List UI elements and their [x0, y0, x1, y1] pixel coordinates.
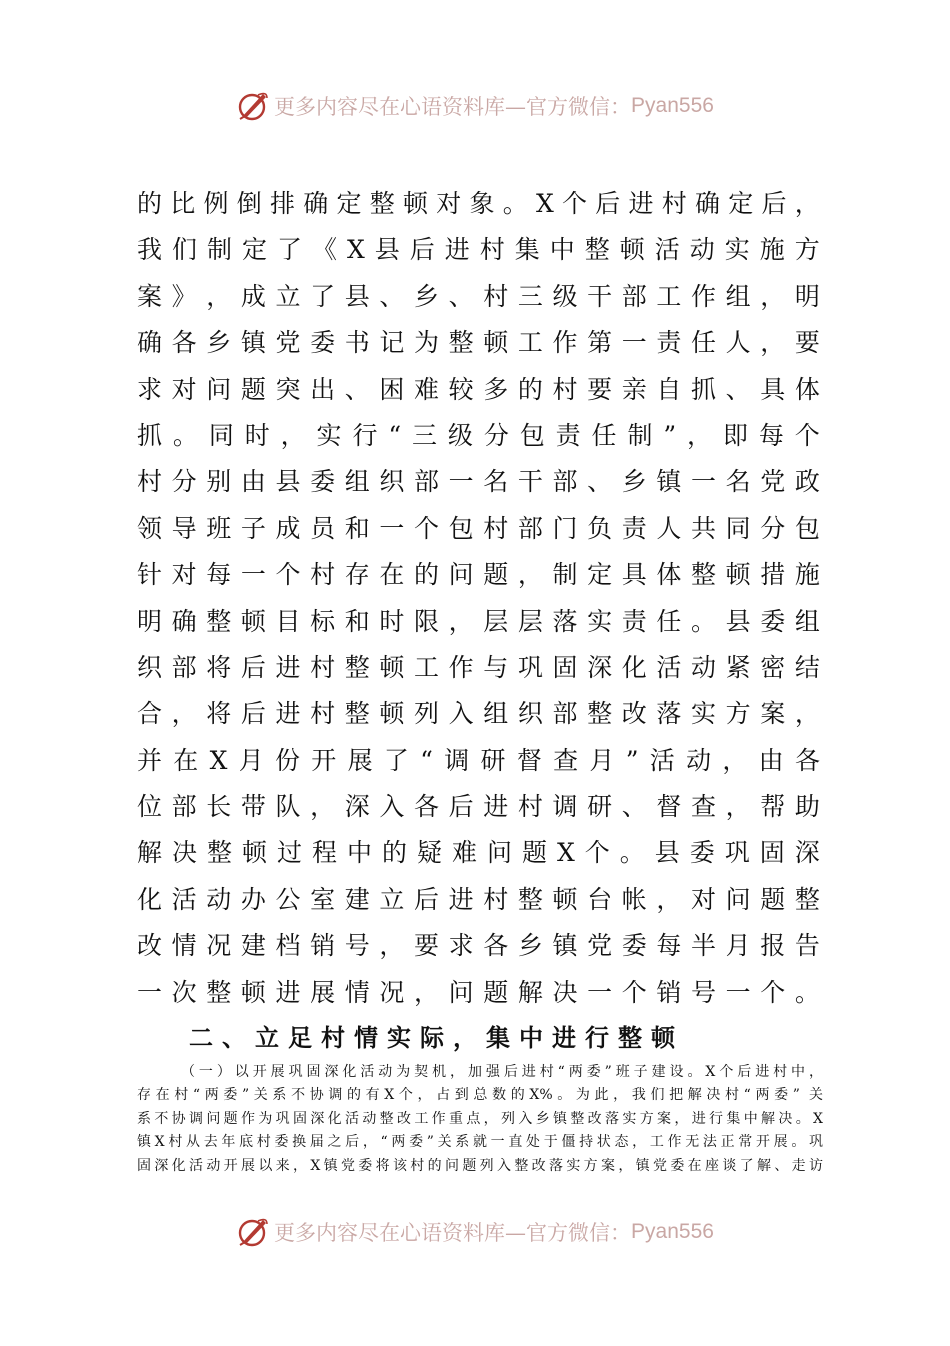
body-paragraph-small — [137, 1061, 823, 1178]
body-line: 织 部 将 后 进 村 整 顿 工 作 与 巩 固 深 化 活 动 紧 密 结 — [137, 652, 820, 682]
body-line: 我 们 制 定 了 《 X 县 后 进 村 集 中 整 顿 活 动 实 施 方 — [137, 235, 820, 265]
quill-pen-logo-icon — [236, 1215, 270, 1249]
body-line: 抓 。 同 时 ， 实 行 “ 三 级 分 包 责 任 制 ” ， 即 每 个 — [137, 420, 820, 450]
paragraph-line: 系不协调问题作为巩固深化活动整改工作重点，列入乡镇整改落实方案，进行集中解决。X — [137, 1110, 823, 1127]
body-line: 化 活 动 办 公 室 建 立 后 进 村 整 顿 台 帐 ， 对 问 题 整 — [137, 884, 820, 914]
paragraph-line: 固深化活动开展以来，X镇党委将该村的问题列入整改落实方案，镇党委在座谈了解、走访 — [137, 1157, 823, 1174]
body-line: 解 决 整 顿 过 程 中 的 疑 难 问 题 X 个 。 县 委 巩 固 深 — [137, 838, 820, 868]
watermark-text: 更多内容尽在心语资料库—官方微信： — [274, 1221, 632, 1245]
body-line: 位 部 长 带 队 ， 深 入 各 后 进 村 调 研 、 督 查 ， 帮 助 — [137, 792, 820, 822]
body-line: 案 》 ， 成 立 了 县 、 乡 、 村 三 级 干 部 工 作 组 ， 明 — [137, 281, 820, 311]
watermark-text: 更多内容尽在心语资料库—官方微信： — [274, 95, 632, 119]
body-line: 合 ， 将 后 进 村 整 顿 列 入 组 织 部 整 改 落 实 方 案 ， — [137, 699, 820, 729]
watermark-wechat-id: Pyan556 — [631, 1220, 714, 1243]
body-line: 的 比 例 倒 排 确 定 整 顿 对 象 。 X 个 后 进 村 确 定 后 ， — [137, 189, 820, 218]
body-line: 并 在 X 月 份 开 展 了 “ 调 研 督 查 月 ” 活 动 ， 由 各 — [137, 745, 820, 775]
header-watermark-banner — [0, 86, 950, 126]
body-line: 确 各 乡 镇 党 委 书 记 为 整 顿 工 作 第 一 责 任 人 ， 要 — [137, 328, 820, 358]
body-line: 明 确 整 顿 目 标 和 时 限 ， 层 层 落 实 责 任 。 县 委 组 — [137, 606, 820, 636]
body-line: 改 情 况 建 档 销 号 ， 要 求 各 乡 镇 党 委 每 半 月 报 告 — [137, 931, 820, 961]
body-line: 村 分 别 由 县 委 组 织 部 一 名 干 部 、 乡 镇 一 名 党 政 — [137, 467, 820, 497]
footer-watermark-banner — [0, 1212, 950, 1252]
body-line: 针 对 每 一 个 村 存 在 的 问 题 ， 制 定 具 体 整 顿 措 施 — [137, 560, 820, 590]
body-line: 领 导 班 子 成 员 和 一 个 包 村 部 门 负 责 人 共 同 分 包 — [137, 513, 820, 543]
body-line: 求 对 问 题 突 出 、 困 难 较 多 的 村 要 亲 自 抓 、 具 体 — [137, 374, 820, 404]
section-heading: 二、立足村情实际，集中进行整顿 — [189, 1024, 684, 1052]
quill-pen-logo-icon — [236, 89, 270, 123]
body-line: 一 次 整 顿 进 展 情 况 ， 问 题 解 决 一 个 销 号 一 个 。 — [137, 977, 820, 1007]
watermark-wechat-id: Pyan556 — [631, 94, 714, 117]
paragraph-line: （一）以开展巩固深化活动为契机，加强后进村“两委”班子建设。X个后进村中， — [181, 1064, 823, 1080]
body-paragraph-large — [137, 181, 820, 1016]
paragraph-line: 存在村“两委”关系不协调的有X个，占到总数的X%。为此，我们把解决村“两委” 关 — [137, 1087, 823, 1104]
paragraph-line: 镇X村从去年底村委换届之后，“两委”关系就一直处于僵持状态，工作无法正常开展。巩 — [137, 1134, 823, 1151]
